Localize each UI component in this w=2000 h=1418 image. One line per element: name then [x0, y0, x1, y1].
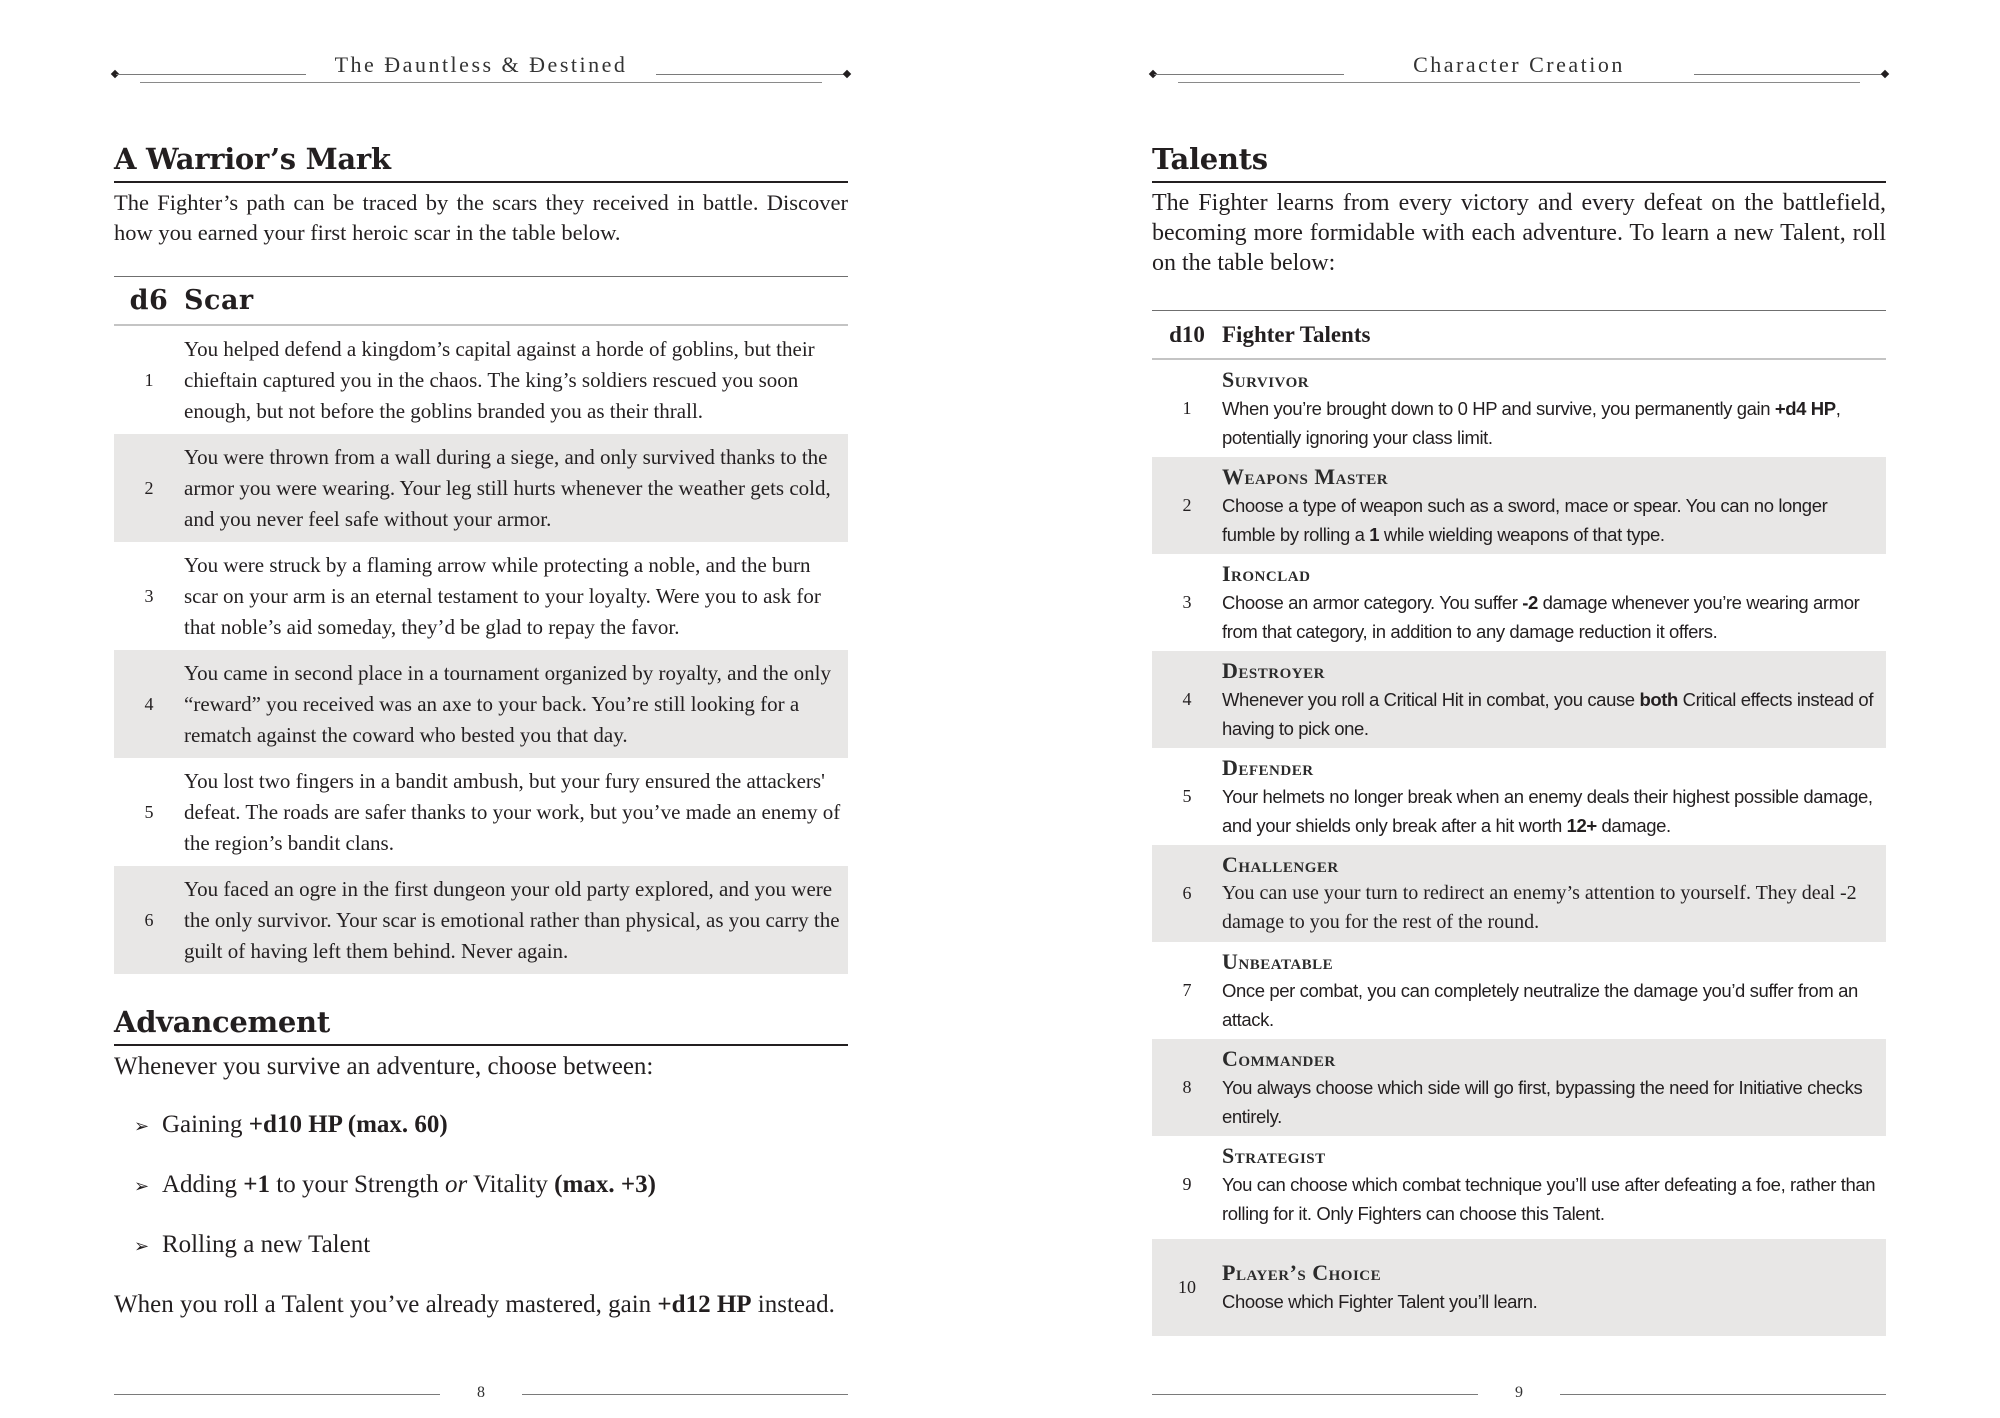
table-row — [114, 650, 848, 758]
talent-description: You can choose which combat technique you’ll use after defeating a foe, rather than rolling for it. Only Fighters can choose this Talent. — [1222, 1173, 1876, 1224]
running-header-title: The Đauntless & Đestined — [334, 52, 628, 77]
page-number: 8 — [477, 1384, 485, 1401]
roll-number: 1 — [1182, 398, 1192, 418]
roll-number: 5 — [1182, 786, 1192, 806]
table-row — [114, 758, 848, 866]
talents-table — [1152, 310, 1886, 1336]
table-row — [1152, 942, 1886, 1039]
talent-description: Whenever you roll a Critical Hit in combat, you cause both Critical effects instead of having to pick one. — [1222, 688, 1874, 739]
header-underline — [1178, 82, 1860, 83]
die-column-header: d10 — [1169, 321, 1205, 347]
option-text: Adding — [162, 1171, 244, 1198]
header-rule — [1694, 74, 1884, 75]
table-header — [114, 276, 848, 326]
roll-number: 1 — [144, 369, 154, 390]
footer-bold: +d12 HP — [657, 1291, 752, 1318]
option-bold: +d10 HP (max. 60) — [248, 1111, 448, 1138]
table-row — [1152, 1239, 1886, 1336]
option-text: Vitality — [467, 1171, 555, 1198]
list-item — [134, 1110, 656, 1170]
list-item — [134, 1230, 656, 1290]
talent-name: Commander — [1222, 1045, 1336, 1071]
running-header-title: Character Creation — [1413, 52, 1625, 77]
roll-number: 3 — [1182, 592, 1192, 612]
roll-number: 10 — [1178, 1277, 1196, 1297]
table-row — [1152, 360, 1886, 457]
roll-number: 9 — [1182, 1174, 1192, 1194]
section-heading-warriors-mark: A Warrior’s Mark — [114, 142, 848, 183]
running-header — [110, 52, 852, 92]
scar-column-header: Scar — [184, 285, 254, 316]
roll-number: 4 — [144, 693, 154, 714]
footer-text: When you roll a Talent you’ve already mastered, gain — [114, 1291, 658, 1318]
scar-text: You were thrown from a wall during a siege, and only survived thanks to the armor you were wearing. Your leg still hurts whenever the weather gets cold, and you never feel safe without your armor. — [184, 444, 831, 531]
right-page — [1152, 0, 1886, 1418]
talent-name: Destroyer — [1222, 657, 1325, 683]
table-row — [114, 866, 848, 974]
table-row — [1152, 1039, 1886, 1136]
roll-number: 2 — [144, 477, 154, 498]
scar-text: You came in second place in a tournament organized by royalty, and the only “reward” you received was an axe to your back. You’re still looking for a rematch against the coward who bested you that day. — [184, 660, 831, 747]
table-row — [1152, 457, 1886, 554]
talent-description: Choose which Fighter Talent you’ll learn. — [1222, 1291, 1538, 1312]
talent-name: Unbeatable — [1222, 948, 1334, 974]
talent-description: You always choose which side will go first, bypassing the need for Initiative checks entirely. — [1222, 1076, 1863, 1127]
option-text: to your Strength — [270, 1171, 445, 1198]
talent-name: Player’s Choice — [1222, 1260, 1382, 1285]
roll-number: 7 — [1182, 980, 1192, 1000]
list-item — [134, 1170, 656, 1230]
advancement-options — [134, 1110, 656, 1290]
roll-number: 4 — [1182, 689, 1192, 709]
running-header — [1148, 52, 1890, 92]
option-text: Rolling a new Talent — [162, 1231, 371, 1258]
talent-name: Defender — [1222, 754, 1314, 780]
table-row — [114, 326, 848, 434]
table-row — [1152, 554, 1886, 651]
table-row — [1152, 845, 1886, 942]
talent-name: Weapons Master — [1222, 463, 1389, 489]
roll-number: 6 — [144, 909, 154, 930]
page-footer — [114, 1384, 848, 1404]
talent-name: Challenger — [1222, 851, 1339, 877]
scar-text: You lost two fingers in a bandit ambush, but your fury ensured the attackers' defeat. The roads are safer thanks to your work, but you’ve made an enemy of the region’s bandit clans. — [184, 768, 841, 855]
arrowhead-bullet-icon: ➢ — [134, 1176, 150, 1196]
table-row — [1152, 651, 1886, 748]
footer-text: instead. — [751, 1291, 835, 1318]
roll-number: 8 — [1182, 1077, 1192, 1097]
option-bold: +1 — [243, 1171, 270, 1198]
talent-description: Choose an armor category. You suffer -2 damage whenever you’re wearing armor from that category, in addition to any damage reduction it offers. — [1222, 591, 1860, 642]
header-underline — [140, 82, 822, 83]
talent-description: Once per combat, you can completely neutralize the damage you’d suffer from an attack. — [1222, 979, 1858, 1030]
page-number: 9 — [1515, 1384, 1523, 1401]
footer-rule — [522, 1394, 848, 1395]
scar-text: You helped defend a kingdom’s capital against a horde of goblins, but their chieftain captured you in the chaos. The king’s soldiers rescued you soon enough, but not before the goblins branded you as their thrall. — [184, 336, 815, 423]
talent-description: Your helmets no longer break when an enemy deals their highest possible damage, and your shields only break after a hit worth 12+ damage. — [1222, 785, 1873, 836]
talents-column-header: Fighter Talents — [1222, 321, 1371, 347]
talent-description: You can use your turn to redirect an enemy’s attention to yourself. They deal -2 damage to you for the rest of the round. — [1222, 881, 1857, 933]
table-row — [114, 434, 848, 542]
talent-description: Choose a type of weapon such as a sword, mace or spear. You can no longer fumble by rolling a 1 while wielding weapons of that type. — [1222, 494, 1828, 545]
table-row — [1152, 1136, 1886, 1233]
talent-name: Survivor — [1222, 366, 1310, 392]
scar-table — [114, 276, 848, 974]
scar-text: You were struck by a flaming arrow while protecting a noble, and the burn scar on your arm is an eternal testament to your loyalty. Were you to ask for that noble’s aid someday, they’d be glad to repay the favor. — [184, 552, 821, 639]
table-header — [1152, 310, 1886, 360]
option-bold: (max. +3) — [554, 1171, 656, 1198]
section-heading-talents: Talents — [1152, 142, 1886, 183]
warriors-mark-intro: The Fighter’s path can be traced by the scars they received in battle. Discover how you earned your first heroic scar in the table below. — [114, 190, 848, 245]
talents-intro: The Fighter learns from every victory and every defeat on the battlefield, becoming more formidable with each adventure. To learn a new Talent, roll on the table below: — [1152, 190, 1886, 276]
arrowhead-bullet-icon: ➢ — [134, 1236, 150, 1256]
table-row — [114, 542, 848, 650]
talent-name: Ironclad — [1222, 560, 1311, 586]
scar-text: You faced an ogre in the first dungeon your old party explored, and you were the only survivor. Your scar is emotional rather than physical, as you carry the guilt of having left them behind. Never again. — [184, 876, 840, 963]
section-heading-advancement: Advancement — [114, 1005, 848, 1046]
header-rule — [656, 74, 846, 75]
advancement-intro: Whenever you survive an adventure, choose between: — [114, 1053, 654, 1080]
talent-name: Strategist — [1222, 1142, 1326, 1168]
left-page — [114, 0, 848, 1418]
option-text: Gaining — [162, 1111, 249, 1138]
table-row — [1152, 748, 1886, 845]
footer-rule — [1560, 1394, 1886, 1395]
die-column-header: d6 — [129, 285, 169, 316]
option-italic: or — [445, 1171, 468, 1198]
advancement-footer — [114, 1290, 835, 1320]
roll-number: 6 — [1182, 883, 1192, 903]
arrowhead-bullet-icon: ➢ — [134, 1116, 150, 1136]
roll-number: 2 — [1182, 495, 1192, 515]
page-footer — [1152, 1384, 1886, 1404]
talent-description: When you’re brought down to 0 HP and survive, you permanently gain +d4 HP, potentially ignoring your class limit. — [1222, 397, 1841, 448]
roll-number: 3 — [144, 585, 154, 606]
roll-number: 5 — [144, 801, 154, 822]
